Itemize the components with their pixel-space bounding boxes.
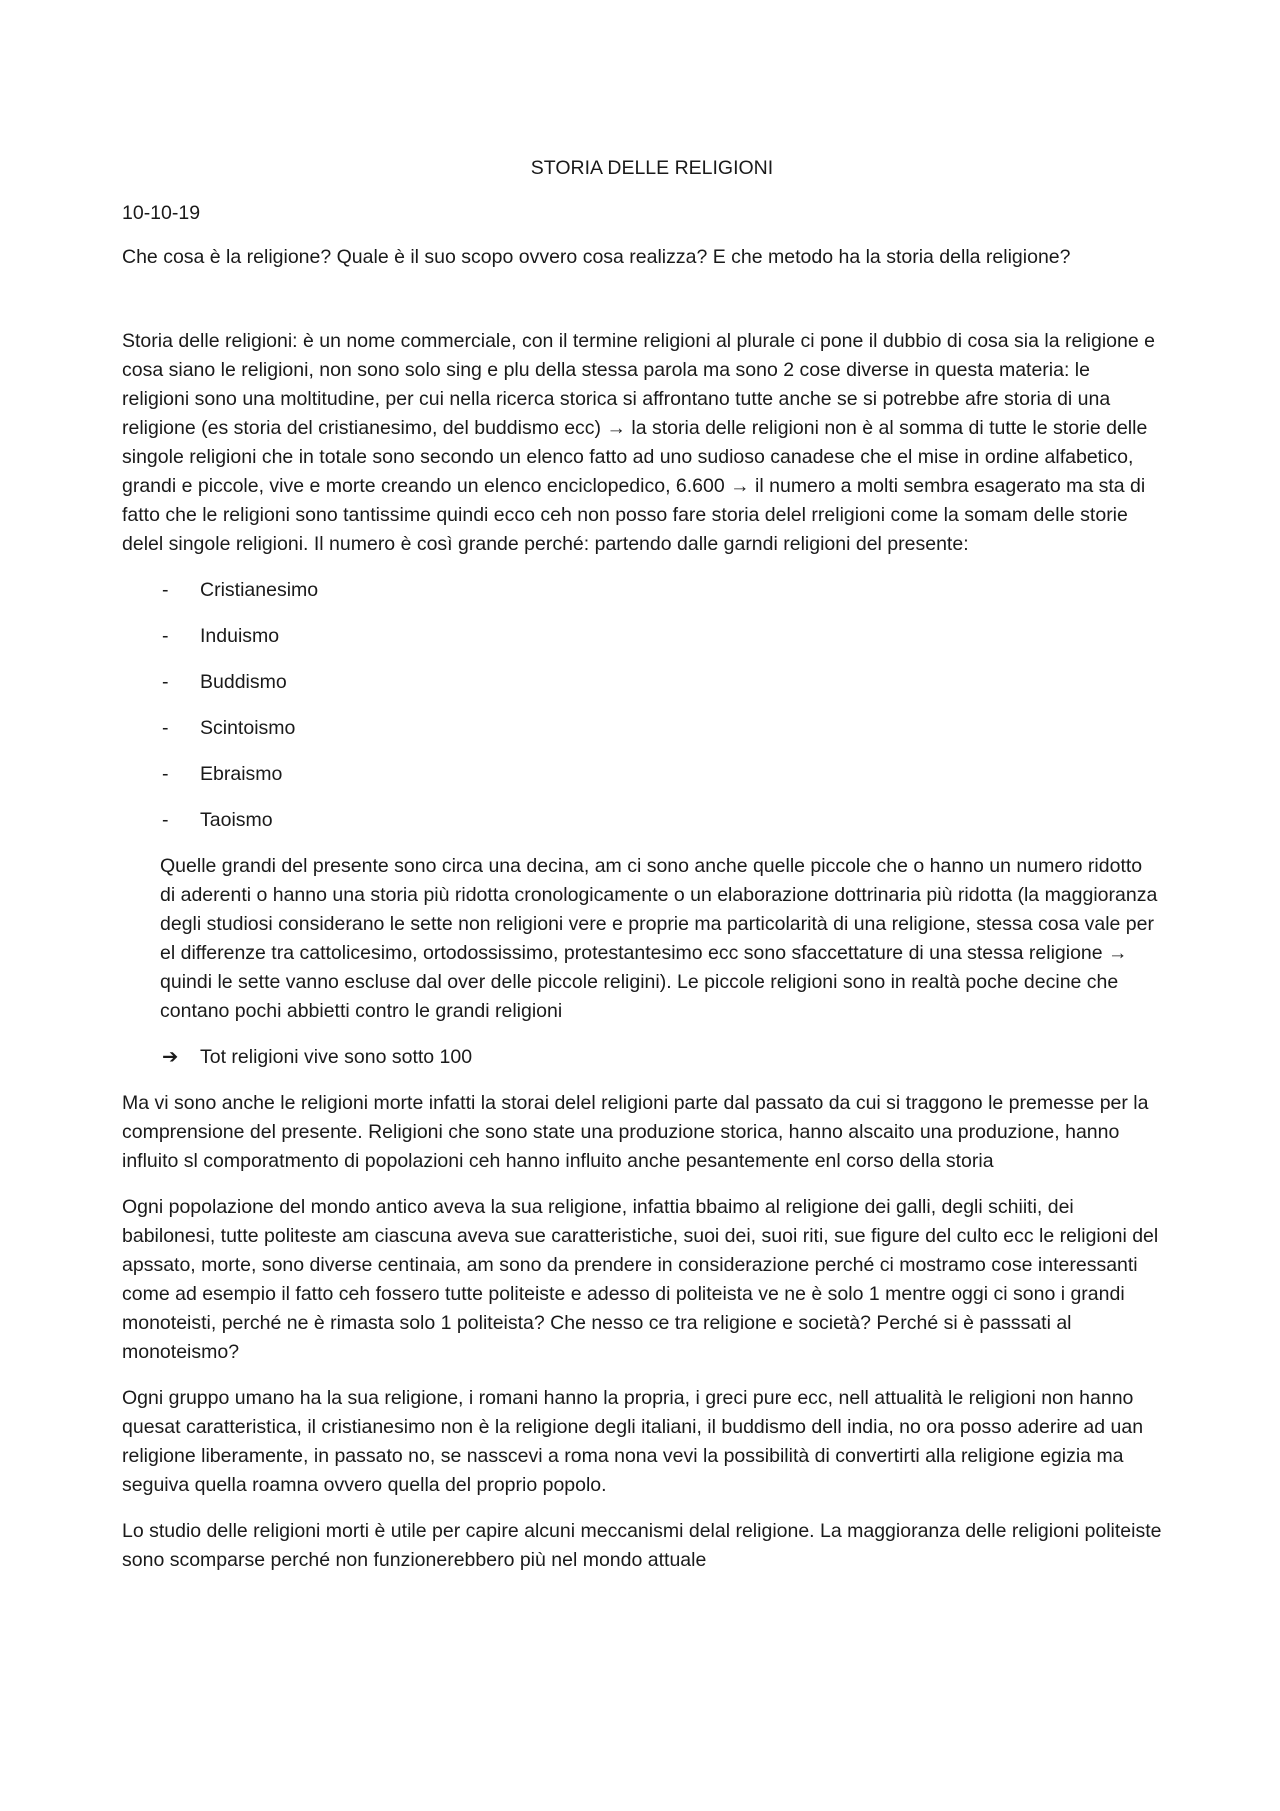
dash-bullet: -: [162, 671, 169, 693]
list-item-label: Induismo: [200, 625, 280, 647]
list-item: [122, 714, 1162, 743]
arrow-list-item: [122, 1043, 1162, 1072]
paragraph-storia-delle-religioni: Storia delle religioni: è un nome commerciale, con il termine religioni al plurale ci pone il dubbio di cosa sia la religione e cosa siano le religioni, non sono solo sing e plu della stessa parola ma sono 2 cose diverse in questa materia: le religioni sono una moltitudine, per cui nella ricerca storica si affrontano tutte anche se si potrebbe afre storia di una religione (es storia del cristianesimo, del buddismo ecc) → la storia delle religioni non è al somma di tutte le storie delle singole religioni che in totale sono secondo un elenco fatto ad uno sudioso canadese che el mise in ordine alfabetico, grandi e piccole, vive e morte creando un elenco enciclopedico, 6.600 → il numero a molti sembra esagerato ma sta di fatto che le religioni sono tantissime quindi ecco ceh non posso fare storia delel rreligioni come la somam delle storie delel singole religioni. Il numero è così grande perché: partendo dalle garndi religioni del presente:: [122, 330, 1155, 555]
paragraph-religioni-morte: Ma vi sono anche le religioni morte infatti la storai delel religioni parte dal passato da cui si traggono le premesse per la comprensione del presente. Religioni che sono state una produzione storica, hanno alscaito una produzione, hanno influito sl comporatmento di popolazioni ceh hanno influito anche pesantemente enl corso della storia: [122, 1092, 1149, 1172]
list-item: [122, 668, 1162, 697]
paragraph-mondo-antico: Ogni popolazione del mondo antico aveva la sua religione, infattia bbaimo al religione dei galli, degli schiiti, dei babilonesi, tutte politeste am ciascuna aveva sue caratteristiche, suoi dei, suoi riti, sue figure del culto ecc le religioni del apssato, morte, sono diverse centinaia, am sono da prendere in considerazione perché ci mostramo cose interessanti come ad esempio il fatto ceh fossero tutte politeiste e adesso di politeista ve ne è solo 1 mentre oggi ci sono i grandi monoteisti, perché ne è rimasta solo 1 politeista? Che nesso ce tra religione e società? Perché si è passsati al monoteismo?: [122, 1196, 1159, 1363]
list-item-label: Buddismo: [200, 671, 287, 693]
intro-question: Che cosa è la religione? Quale è il suo scopo ovvero cosa realizza? E che metodo ha la storia della religione?: [122, 246, 1071, 268]
religions-list: [122, 576, 1162, 835]
dash-bullet: -: [162, 763, 169, 785]
dash-bullet: -: [162, 625, 169, 647]
list-item-label: Taoismo: [200, 809, 273, 831]
paragraph-studio-religioni-morte: Lo studio delle religioni morti è utile per capire alcuni meccanismi delal religione. La maggioranza delle religioni politeiste sono scomparse perché non funzionerebbero più nel mondo attuale: [122, 1520, 1162, 1571]
list-item: [122, 622, 1162, 651]
list-item-label: Ebraismo: [200, 763, 283, 785]
arrow-right-icon: ➔: [162, 1046, 179, 1068]
paragraph-piccole-religioni: Quelle grandi del presente sono circa una decina, am ci sono anche quelle piccole che o hanno un numero ridotto di aderenti o hanno una storia più ridotta cronologicamente o un elaborazione dottrinaria più ridotta (la maggioranza degli studiosi considerano le sette non religioni vere e proprie ma particolarità di una religione, stessa cosa vale per el differenze tra cattolicesimo, ortodossissimo, protestantesimo ecc sono sfaccettature di una stessa religione → quindi le sette vanno escluse dal over delle piccole religini). Le piccole religioni sono in realtà poche decine che contano pochi abbietti contro le grandi religioni: [160, 855, 1158, 1022]
list-item: [122, 760, 1162, 789]
list-item-label: Cristianesimo: [200, 579, 319, 601]
arrow-item-label: Tot religioni vive sono sotto 100: [200, 1046, 473, 1068]
list-item: [122, 576, 1162, 605]
document-title: STORIA DELLE RELIGIONI: [530, 157, 774, 179]
document-page: [122, 154, 1162, 1592]
dash-bullet: -: [162, 717, 169, 739]
dash-bullet: -: [162, 809, 169, 831]
list-item-label: Scintoismo: [200, 717, 296, 739]
document-date: 10-10-19: [122, 202, 201, 224]
list-item: [122, 806, 1162, 835]
dash-bullet: -: [162, 579, 169, 601]
paragraph-gruppo-umano: Ogni gruppo umano ha la sua religione, i romani hanno la propria, i greci pure ecc, nell attualità le religioni non hanno quesat caratteristica, il cristianesimo non è la religione degli italiani, il buddismo dell india, no ora posso aderire ad uan religione liberamente, in passato no, se nasscevi a roma nona vevi la possibilità di convertirti alla religione egizia ma seguiva quella roamna ovvero quella del proprio popolo.: [122, 1387, 1144, 1496]
